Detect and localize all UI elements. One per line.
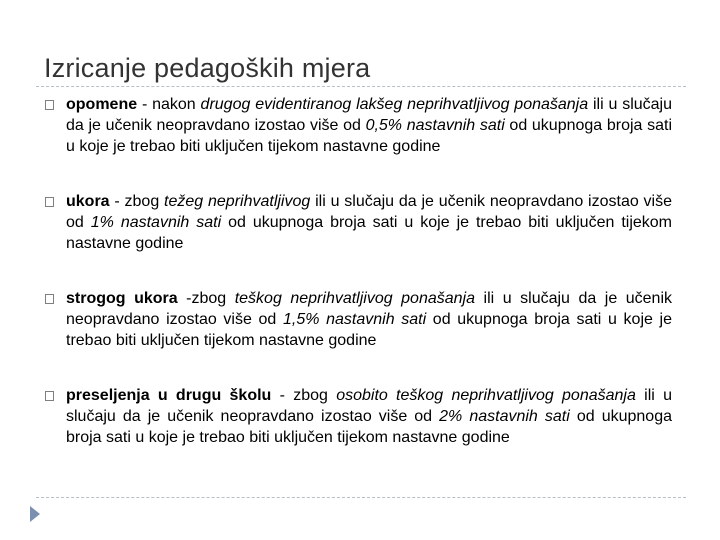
measure-text: od ukupnoga broja sati u koje je trebao biti uključen tijekom nastavne godine <box>66 214 672 252</box>
measure-term: preseljenja u drugu školu <box>66 387 272 404</box>
title-divider <box>36 86 686 87</box>
footer-divider <box>36 497 686 498</box>
measure-text: od ukupnoga broja sati u koje je trebao biti uključen tijekom nastavne godine <box>66 117 673 155</box>
measure-text: ili u slučaju da je učenik neopravdano izostao više od <box>66 387 673 425</box>
measure-behavior: drugog evidentiranog lakšeg neprihvatljivog ponašanja <box>200 96 589 113</box>
measure-text: ili u slučaju da je učenik neopravdano izostao više od <box>66 193 673 231</box>
measure-behavior: osobito teškog neprihvatljivog ponašanja <box>336 387 636 404</box>
square-bullet-icon <box>45 391 54 401</box>
measure-threshold: 1,5% nastavnih sati <box>282 311 427 328</box>
measure-text: od ukupnoga broja sati u koje je trebao biti uključen tijekom nastavne godine <box>66 311 673 349</box>
list-item-preseljenje <box>44 385 672 448</box>
slide-title: Izricanje pedagoških mjera <box>44 53 371 83</box>
list-item-strogi-ukor <box>44 288 672 351</box>
measure-text: - zbog <box>271 387 337 404</box>
list-item-ukor <box>44 191 672 254</box>
measures-list <box>44 94 672 482</box>
measure-behavior: teškog neprihvatljivog ponašanja <box>234 290 476 307</box>
measure-term: opomene <box>66 96 138 113</box>
square-bullet-icon <box>45 294 54 304</box>
square-bullet-icon <box>45 100 54 110</box>
measure-text: - zbog <box>109 193 165 210</box>
measure-text: -zbog <box>177 290 235 307</box>
measure-behavior: težeg neprihvatljivog <box>164 193 311 210</box>
measure-threshold: 0,5% nastavnih sati <box>365 117 505 134</box>
triangle-arrow-icon <box>30 506 40 522</box>
measure-term: strogog ukora <box>66 290 178 307</box>
measure-text: ili u slučaju da je učenik neopravdano izostao više od <box>66 96 673 134</box>
measure-text: ili u slučaju da je učenik neopravdano izostao više od <box>66 290 672 328</box>
measure-text: - nakon <box>137 96 201 113</box>
measure-threshold: 2% nastavnih sati <box>439 408 570 425</box>
list-item-opomena <box>44 94 672 157</box>
measure-text: od ukupnoga broja sati u koje je trebao biti uključen tijekom nastavne godine <box>66 408 673 446</box>
square-bullet-icon <box>45 197 54 207</box>
measure-term: ukora <box>66 193 110 210</box>
measure-threshold: 1% nastavnih sati <box>90 214 222 231</box>
